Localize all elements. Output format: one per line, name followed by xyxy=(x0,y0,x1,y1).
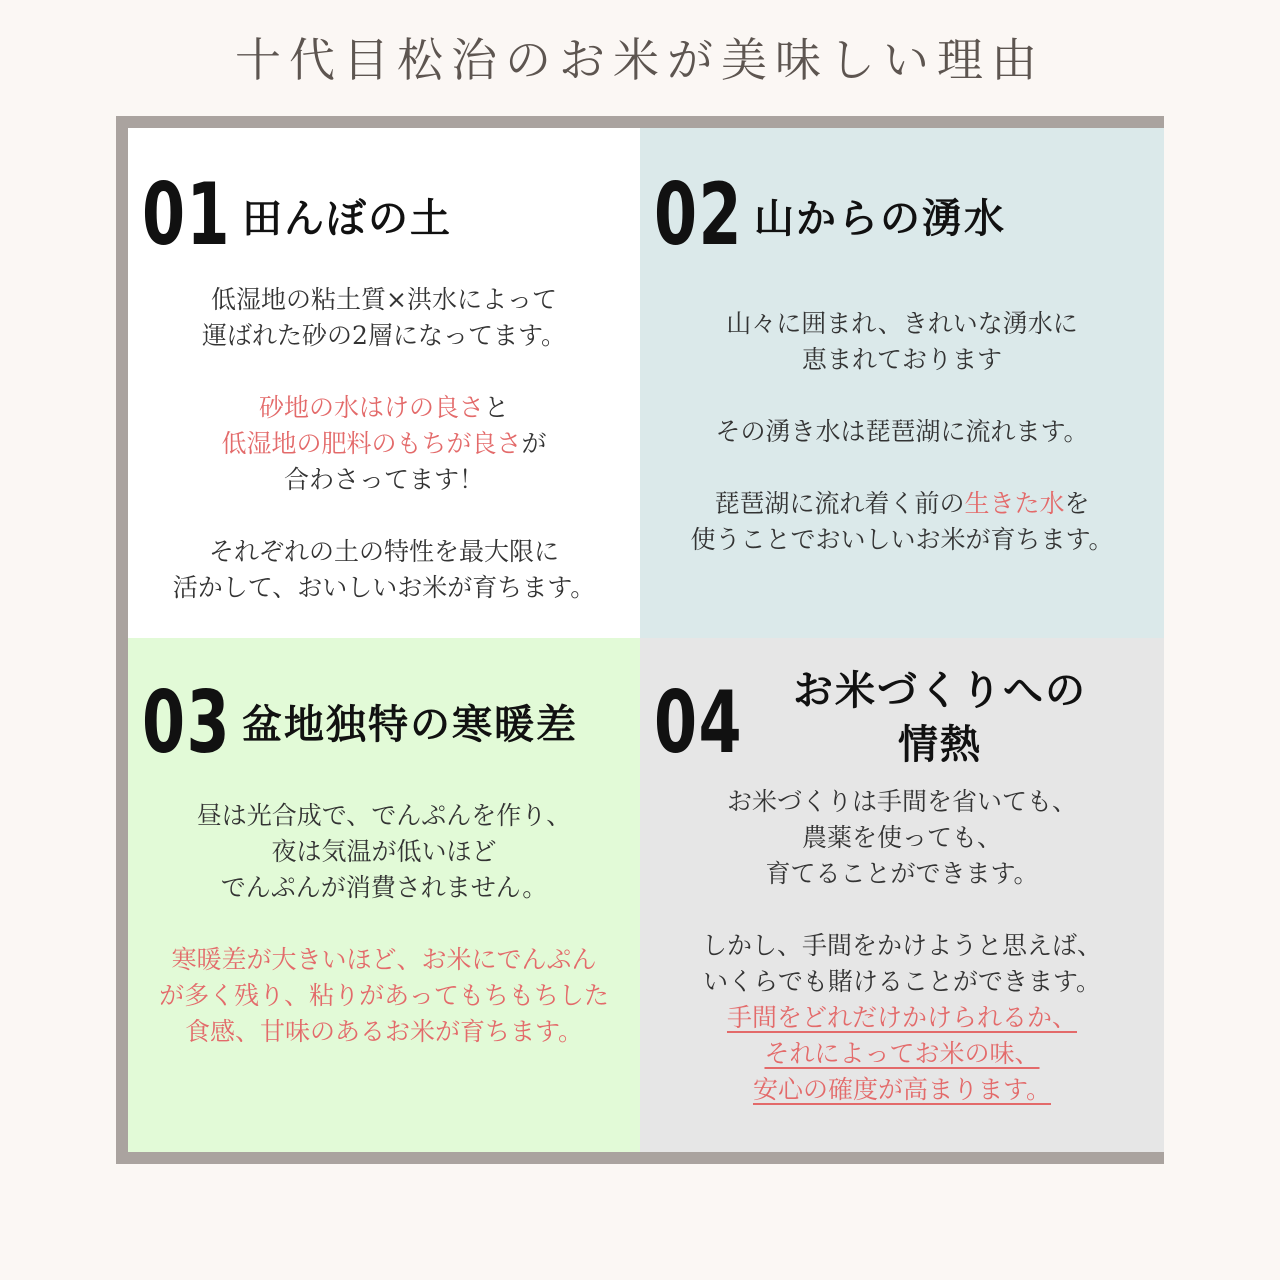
body-line: 活かして、おいしいお米が育ちます。 xyxy=(172,573,596,602)
highlight-line: 食感、甘味のあるお米が育ちます。 xyxy=(184,1017,583,1046)
reason-panel-01 xyxy=(128,128,640,638)
reason-body xyxy=(640,306,1164,558)
underlined-text: 安心の確度が高まります。 xyxy=(752,1075,1051,1104)
body-line: それぞれの土の特性を最大限に xyxy=(208,537,559,566)
highlight-line xyxy=(640,1000,1164,1036)
body-line: でんぷんが消費されません。 xyxy=(220,873,548,902)
body-line xyxy=(128,426,640,462)
body-line: 山々に囲まれ、きれいな湧水に xyxy=(726,309,1078,338)
body-line: その湧き水は琵琶湖に流れます。 xyxy=(715,417,1089,446)
body-text: 琵琶湖に流れ着く前の xyxy=(714,489,965,518)
highlight-text: 低湿地の肥料のもちが良さ xyxy=(221,429,522,458)
reason-heading: 田んぼの土 xyxy=(242,196,452,242)
body-text: が xyxy=(521,429,547,458)
body-line: 運ばれた砂の2層になってます。 xyxy=(202,321,566,350)
reason-body xyxy=(640,784,1164,1108)
highlight-line xyxy=(640,1036,1164,1072)
underlined-text: それによってお米の味、 xyxy=(764,1039,1040,1068)
body-line: 合わさってます！ xyxy=(283,465,484,494)
body-line: お米づくりは手間を省いても、 xyxy=(726,787,1077,816)
heading-line: お米づくりへの xyxy=(793,668,1087,714)
body-line xyxy=(128,390,640,426)
reason-body xyxy=(128,798,640,1050)
reason-body xyxy=(128,282,640,606)
reason-number: 03 xyxy=(142,673,232,773)
body-line xyxy=(640,486,1164,522)
reasons-grid xyxy=(116,116,1164,1164)
reason-heading xyxy=(770,664,1110,772)
body-line: 農薬を使っても、 xyxy=(801,823,1002,852)
highlight-text: 砂地の水はけの良さ xyxy=(258,393,484,422)
body-line: 夜は気温が低いほど xyxy=(271,837,497,866)
body-text: と xyxy=(484,393,510,422)
reason-number: 04 xyxy=(654,673,744,773)
body-line: 昼は光合成で、でんぷんを作り、 xyxy=(196,801,572,830)
heading-line: 情熱 xyxy=(898,722,982,768)
highlight-text: 生きた水 xyxy=(964,489,1065,518)
page-title: 十代目松治のお米が美味しい理由 xyxy=(235,33,1045,87)
reason-panel-04 xyxy=(640,638,1164,1152)
reason-panel-03 xyxy=(128,638,640,1152)
reason-heading: 盆地独特の寒暖差 xyxy=(242,702,578,748)
underlined-text: 手間をどれだけかけられるか、 xyxy=(726,1003,1077,1032)
highlight-line: 寒暖差が大きいほど、お米にでんぷん xyxy=(171,945,597,974)
body-line: いくらでも賭けることができます。 xyxy=(703,967,1101,996)
body-line: 使うことでおいしいお米が育ちます。 xyxy=(690,525,1114,554)
reason-heading: 山からの湧水 xyxy=(754,196,1006,242)
body-line: 恵まれております xyxy=(801,345,1002,374)
body-line: しかし、手間をかけようと思えば、 xyxy=(701,931,1102,960)
reason-number: 02 xyxy=(654,165,744,265)
body-line: 育てることができます。 xyxy=(765,859,1039,888)
highlight-line xyxy=(640,1072,1164,1108)
reason-number: 01 xyxy=(142,165,232,265)
body-line: 低湿地の粘土質×洪水によって xyxy=(211,285,557,314)
body-text: を xyxy=(1064,489,1090,518)
reason-panel-02 xyxy=(640,128,1164,638)
highlight-line: が多く残り、粘りがあってもちもちした xyxy=(159,981,609,1010)
